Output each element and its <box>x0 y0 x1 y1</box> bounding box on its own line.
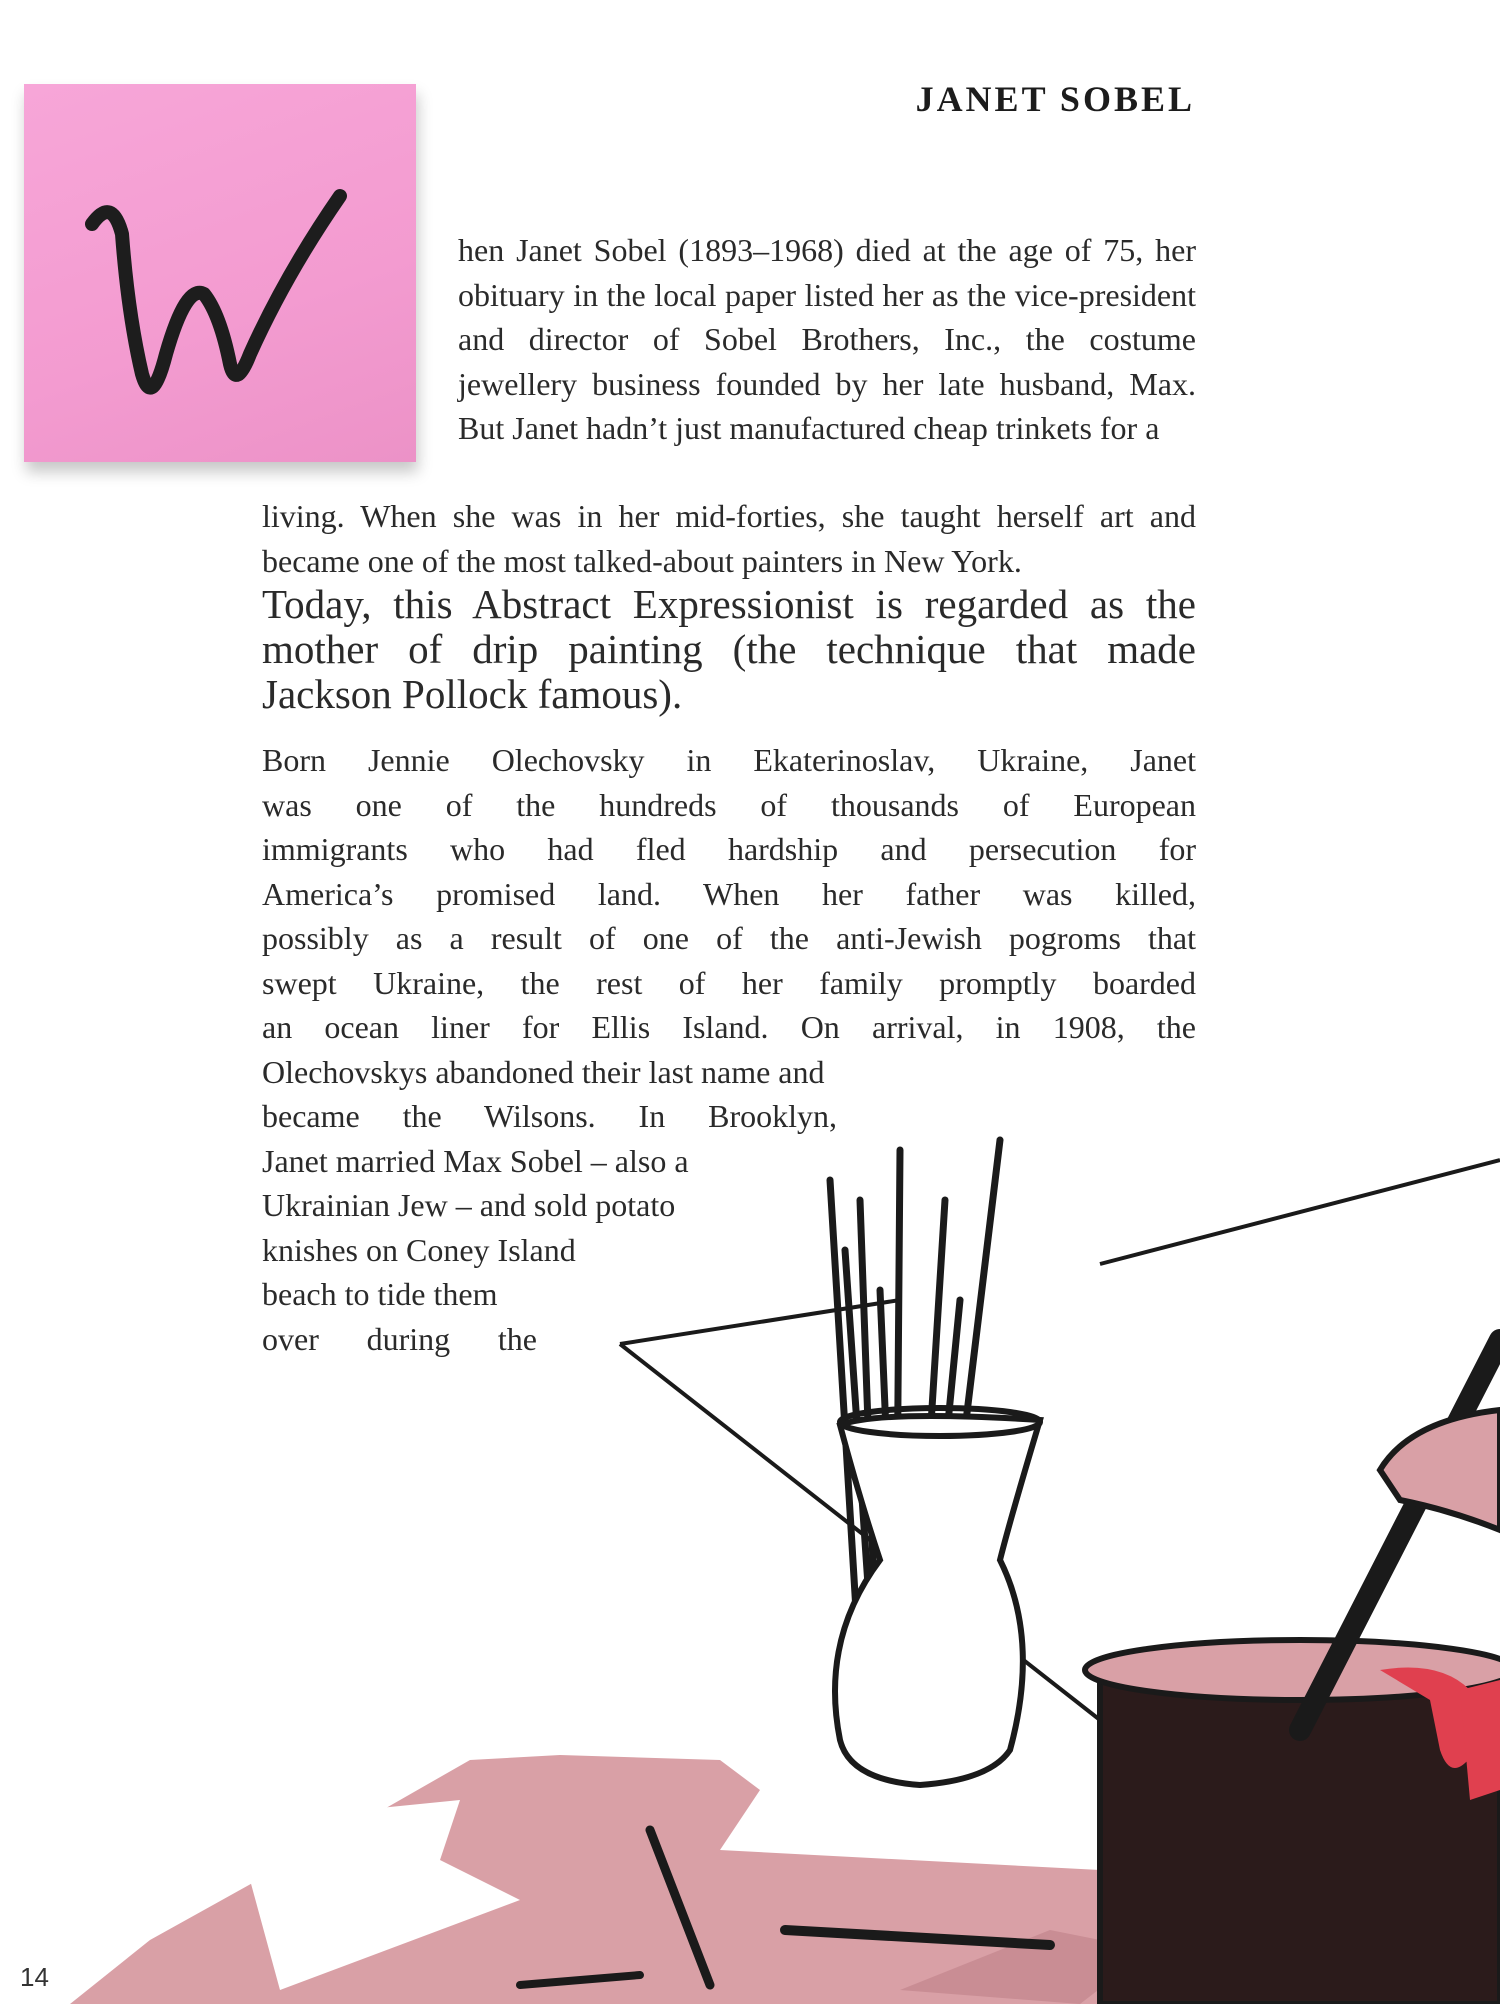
body-line: was one of the hundreds of thousands of European <box>262 786 1196 823</box>
page-number: 14 <box>20 1962 49 1992</box>
body-line: Born Jennie Olechovsky in Ekaterinoslav, Ukraine, Janet <box>262 742 1196 778</box>
body-line: swept Ukraine, the rest of her family promptly boarded <box>262 964 1196 1001</box>
body-line: immigrants who had fled hardship and persecution for <box>262 831 1196 867</box>
background-line <box>620 1300 900 1344</box>
body-line: Olechovskys abandoned their last name and <box>262 1053 825 1090</box>
body-line: knishes on Coney Island <box>262 1231 576 1268</box>
body-line: America’s promised land. When her father was killed, <box>262 875 1196 912</box>
chapter-title: JANET SOBEL <box>915 79 1195 119</box>
body-line: an ocean liner for Ellis Island. On arrival, in 1908, the <box>262 1009 1196 1045</box>
body-line: became the Wilsons. In Brooklyn, <box>262 1098 837 1134</box>
background-line <box>1100 1160 1500 1264</box>
intro-lead-paragraph: hen Janet Sobel (1893–1968) died at the age of 75, her obituary in the local paper listed her as the vice-president and director of Sobel Brothers, Inc., the costume jewellery business founded by her late husband, Max. But Janet hadn’t just manufactured cheap trinkets for a <box>458 232 1196 446</box>
body-line: Ukrainian Jew – and sold potato <box>262 1187 676 1223</box>
body-line: Janet married Max Sobel – also a <box>262 1142 689 1179</box>
intro-continuation: living. When she was in her mid-forties, she taught herself art and became one of the most talked-about painters in New York. <box>262 498 1196 579</box>
body-line: over during the <box>262 1320 537 1357</box>
intro-highlight: Today, this Abstract Expressionist is regarded as the mother of drip painting (the technique that made Jackson Pollock famous). <box>262 581 1196 717</box>
hand <box>1380 1410 1500 1530</box>
body-line: beach to tide them <box>262 1276 498 1312</box>
glass-vase <box>835 1416 1040 1785</box>
body-line: possibly as a result of one of the anti-Jewish pogroms that <box>262 920 1196 956</box>
